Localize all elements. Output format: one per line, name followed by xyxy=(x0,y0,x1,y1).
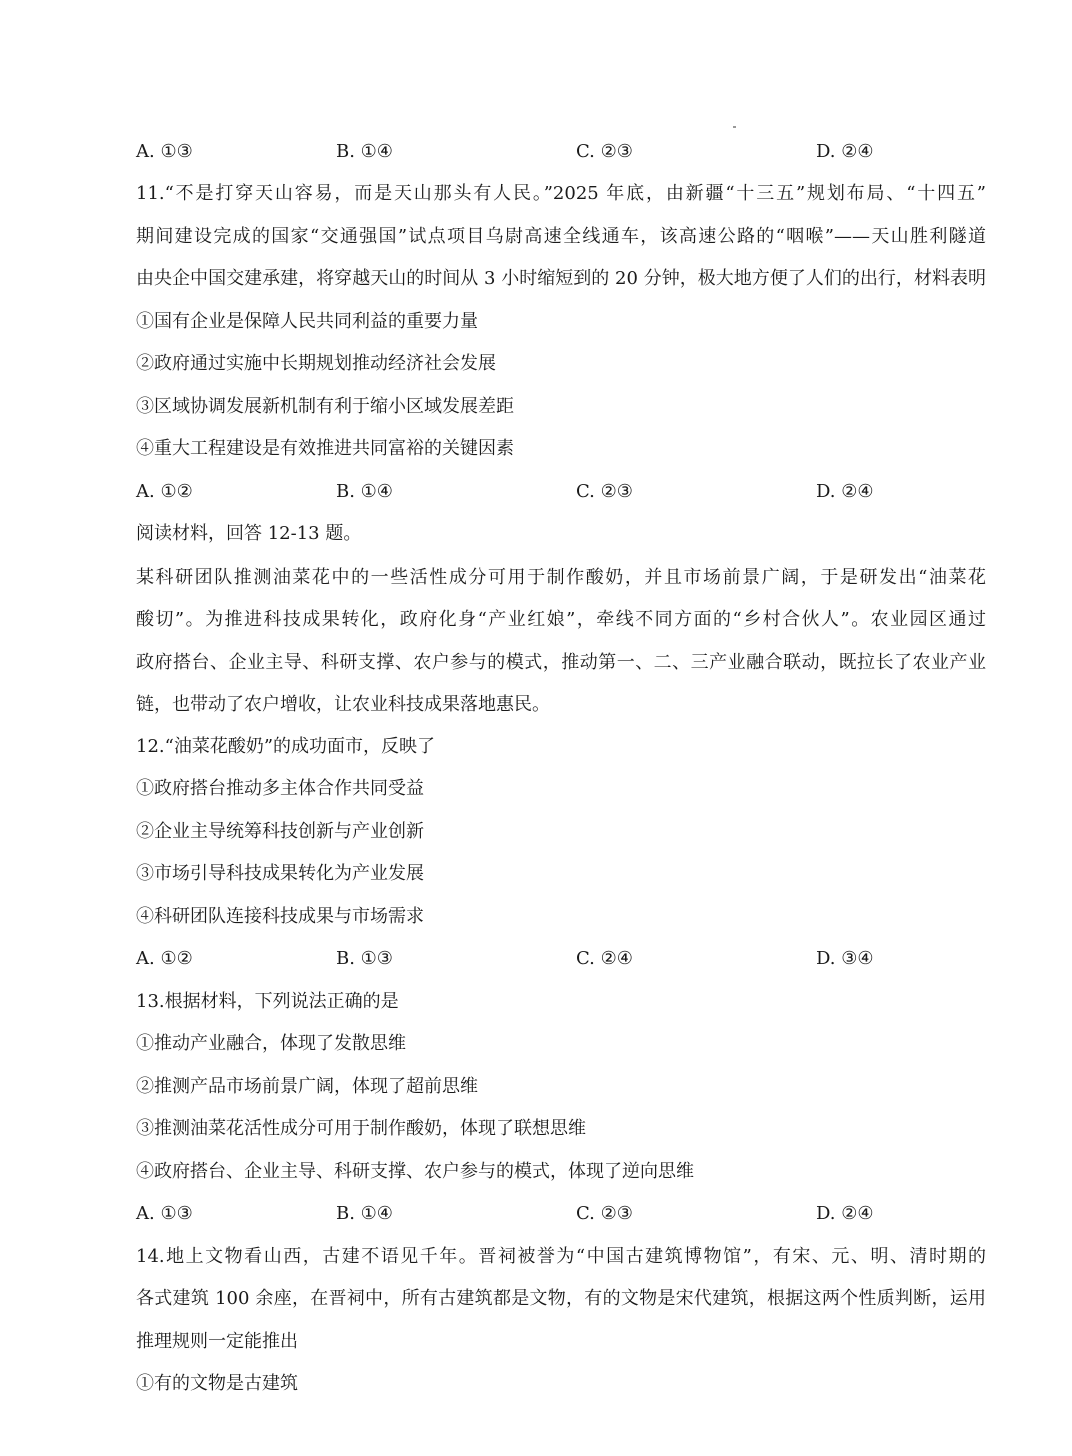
q11-stem-line: 由央企中国交建承建，将穿越天山的时间从 3 小时缩短到的 20 分钟，极大地方便了人们的出行，材料表明 xyxy=(136,268,986,289)
q12-stem: 12.“油菜花酸奶”的成功面市，反映了 xyxy=(136,736,436,757)
q13-option-d: D. ②④ xyxy=(816,1203,874,1224)
reading-text-line: 酸切”。为推进科技成果转化，政府化身“产业红娘”，牵线不同方面的“乡村合伙人”。农业园区通过 xyxy=(136,609,986,630)
q13-options xyxy=(136,1202,986,1226)
q11-option-a: A. ①② xyxy=(136,481,193,502)
q13-stem: 13.根据材料，下列说法正确的是 xyxy=(136,991,399,1012)
q11-item: ③区域协调发展新机制有利于缩小区域发展差距 xyxy=(136,396,514,417)
q14-stem-line: 推理规则一定能推出 xyxy=(136,1331,298,1352)
q11-option-c: C. ②③ xyxy=(576,481,633,502)
q13-item: ④政府搭台、企业主导、科研支撑、农户参与的模式，体现了逆向思维 xyxy=(136,1161,694,1182)
q12-item: ④科研团队连接科技成果与市场需求 xyxy=(136,906,424,927)
reading-text-line: 某科研团队推测油菜花中的一些活性成分可用于制作酸奶，并且市场前景广阔，于是研发出“油菜花 xyxy=(136,567,986,588)
q12-option-b: B. ①③ xyxy=(336,948,393,969)
q12-option-d: D. ③④ xyxy=(816,948,874,969)
q10-options xyxy=(136,140,986,164)
q12-item: ①政府搭台推动多主体合作共同受益 xyxy=(136,778,424,799)
q14-stem-line: 各式建筑 100 余座，在晋祠中，所有古建筑都是文物，有的文物是宋代建筑，根据这两个性质判断，运用 xyxy=(136,1288,986,1309)
reading-intro: 阅读材料，回答 12-13 题。 xyxy=(136,523,362,544)
q11-option-d: D. ②④ xyxy=(816,481,874,502)
q11-stem-line: 期间建设完成的国家“交通强国”试点项目乌尉高速全线通车，该高速公路的“咽喉”——天山胜利隧道 xyxy=(136,226,986,247)
q12-item: ③市场引导科技成果转化为产业发展 xyxy=(136,863,424,884)
q10-option-c: C. ②③ xyxy=(576,141,633,162)
q11-options xyxy=(136,480,986,504)
reading-text-line: 政府搭台、企业主导、科研支撑、农户参与的模式，推动第一、二、三产业融合联动，既拉长了农业产业 xyxy=(136,652,986,673)
q13-item: ③推测油菜花活性成分可用于制作酸奶，体现了联想思维 xyxy=(136,1118,586,1139)
q11-item: ④重大工程建设是有效推进共同富裕的关键因素 xyxy=(136,438,514,459)
q11-option-b: B. ①④ xyxy=(336,481,393,502)
q13-option-a: A. ①③ xyxy=(136,1203,193,1224)
q11-item: ①国有企业是保障人民共同利益的重要力量 xyxy=(136,311,478,332)
q13-option-c: C. ②③ xyxy=(576,1203,633,1224)
q12-options xyxy=(136,947,986,971)
q11-item: ②政府通过实施中长期规划推动经济社会发展 xyxy=(136,353,496,374)
q10-option-d: D. ②④ xyxy=(816,141,874,162)
q14-stem-line: 14.地上文物看山西，古建不语见千年。晋祠被誉为“中国古建筑博物馆”，有宋、元、明、清时期的 xyxy=(136,1246,986,1267)
q13-item: ①推动产业融合，体现了发散思维 xyxy=(136,1033,406,1054)
q12-item: ②企业主导统筹科技创新与产业创新 xyxy=(136,821,424,842)
scan-speck xyxy=(733,126,736,128)
q12-option-c: C. ②④ xyxy=(576,948,633,969)
q14-item: ①有的文物是古建筑 xyxy=(136,1373,298,1394)
reading-text-line: 链，也带动了农户增收，让农业科技成果落地惠民。 xyxy=(136,694,550,715)
q13-option-b: B. ①④ xyxy=(336,1203,393,1224)
q10-option-a: A. ①③ xyxy=(136,141,193,162)
q13-item: ②推测产品市场前景广阔，体现了超前思维 xyxy=(136,1076,478,1097)
q11-stem-line: 11.“不是打穿天山容易，而是天山那头有人民。”2025 年底，由新疆“十三五”规划布局、“十四五” xyxy=(136,183,986,204)
q12-option-a: A. ①② xyxy=(136,948,193,969)
q10-option-b: B. ①④ xyxy=(336,141,393,162)
